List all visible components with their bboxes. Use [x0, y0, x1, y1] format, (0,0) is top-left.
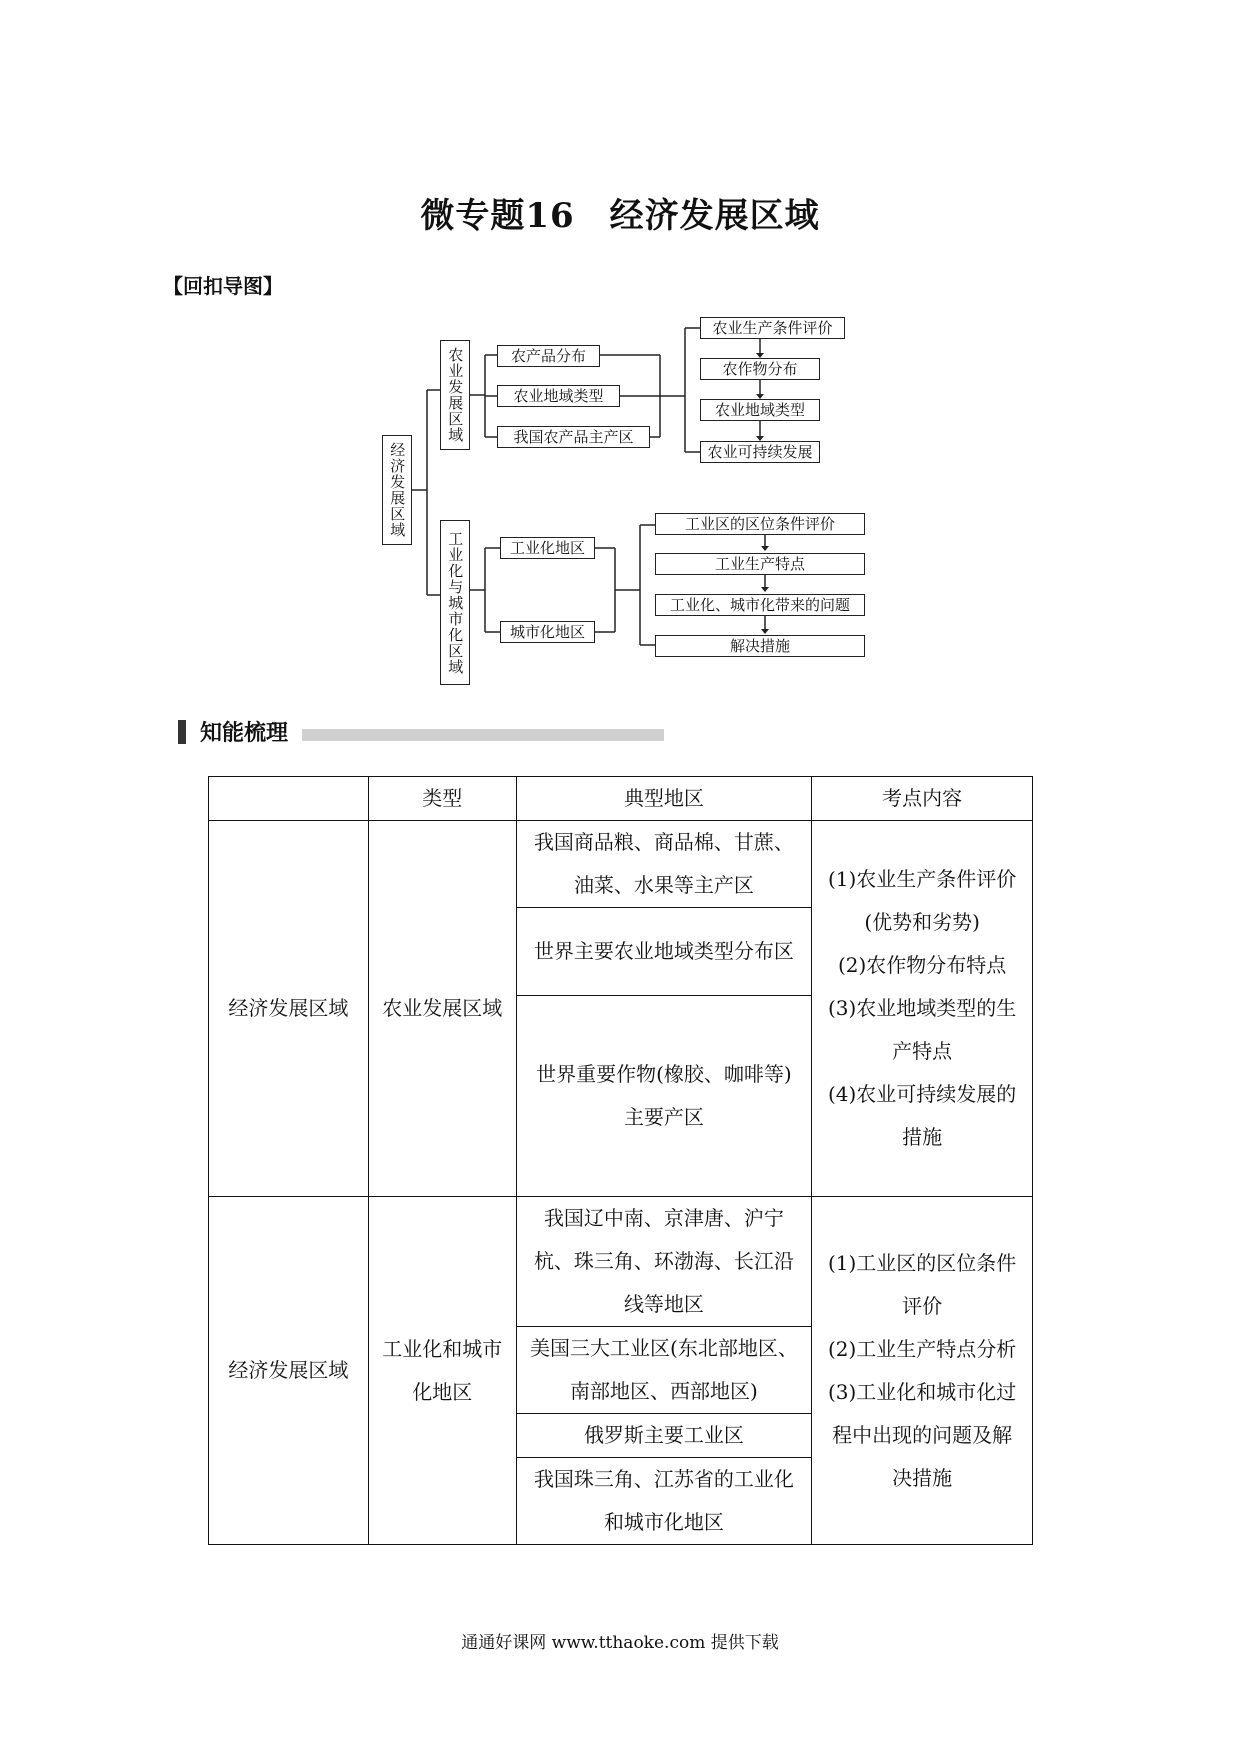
- mind-map-item: 城市化地区: [500, 621, 595, 643]
- table-header-cell: 典型地区: [516, 777, 812, 821]
- mind-map-step: 工业化、城市化带来的问题: [655, 594, 865, 616]
- mind-map-item: 我国农产品主产区: [497, 426, 650, 448]
- mind-map-item: 农产品分布: [497, 345, 600, 367]
- mind-map-step: 农业可持续发展: [700, 441, 820, 463]
- section-heading: [178, 716, 664, 747]
- table-cell-area: 世界重要作物(橡胶、咖啡等)主要产区: [516, 996, 812, 1197]
- mind-map-branch-agriculture: 农业发展区域: [440, 340, 470, 450]
- mind-map-step: 工业生产特点: [655, 553, 865, 575]
- table-cell-type: 工业化和城市化地区: [368, 1197, 516, 1545]
- section-tag: 【回扣导图】: [163, 274, 283, 298]
- table-header-cell: 考点内容: [812, 777, 1033, 821]
- table-cell-region: 经济发展区域: [209, 1197, 369, 1545]
- table-cell-area: 美国三大工业区(东北部地区、南部地区、西部地区): [516, 1327, 812, 1414]
- summary-table: [208, 776, 1033, 1545]
- mind-map-item: 农业地域类型: [497, 385, 620, 407]
- mind-map-step: 工业区的区位条件评价: [655, 513, 865, 535]
- mind-map-branch-industry: 工业化与城市化区域: [440, 520, 470, 685]
- table-header-cell: 类型: [368, 777, 516, 821]
- table-cell-area: 俄罗斯主要工业区: [516, 1414, 812, 1458]
- table-cell-area: 世界主要农业地域类型分布区: [516, 908, 812, 996]
- mind-map: [375, 310, 875, 690]
- mind-map-item: 工业化地区: [500, 537, 595, 559]
- table-cell-points: (1)农业生产条件评价(优势和劣势) (2)农作物分布特点 (3)农业地域类型的生产特点 (4)农业可持续发展的措施: [812, 821, 1033, 1197]
- mind-map-step: 农作物分布: [700, 358, 820, 380]
- table-cell-area: 我国辽中南、京津唐、沪宁杭、珠三角、环渤海、长江沿线等地区: [516, 1197, 812, 1327]
- table-cell-area: 我国珠三角、江苏省的工业化和城市化地区: [516, 1458, 812, 1545]
- table-row: [209, 821, 1033, 908]
- page-title: 微专题16 经济发展区域: [420, 196, 820, 236]
- table-cell-type: 农业发展区域: [368, 821, 516, 1197]
- mind-map-step: 农业生产条件评价: [700, 317, 845, 339]
- footer-text: 通通好课网 www.tthaoke.com 提供下载: [461, 1633, 779, 1653]
- mind-map-step: 农业地域类型: [700, 399, 820, 421]
- heading-rule: [302, 729, 664, 741]
- heading-bar: [178, 720, 186, 744]
- mind-map-root: 经济发展区域: [382, 435, 412, 545]
- table-cell-region: 经济发展区域: [209, 821, 369, 1197]
- table-row: [209, 1197, 1033, 1327]
- table-cell-points: (1)工业区的区位条件评价 (2)工业生产特点分析 (3)工业化和城市化过程中出现的问题及解决措施: [812, 1197, 1033, 1545]
- mind-map-step: 解决措施: [655, 635, 865, 657]
- table-header-row: [209, 777, 1033, 821]
- table-header-cell: [209, 777, 369, 821]
- table-cell-area: 我国商品粮、商品棉、甘蔗、油菜、水果等主产区: [516, 821, 812, 908]
- section-heading-title: 知能梳理: [200, 721, 289, 746]
